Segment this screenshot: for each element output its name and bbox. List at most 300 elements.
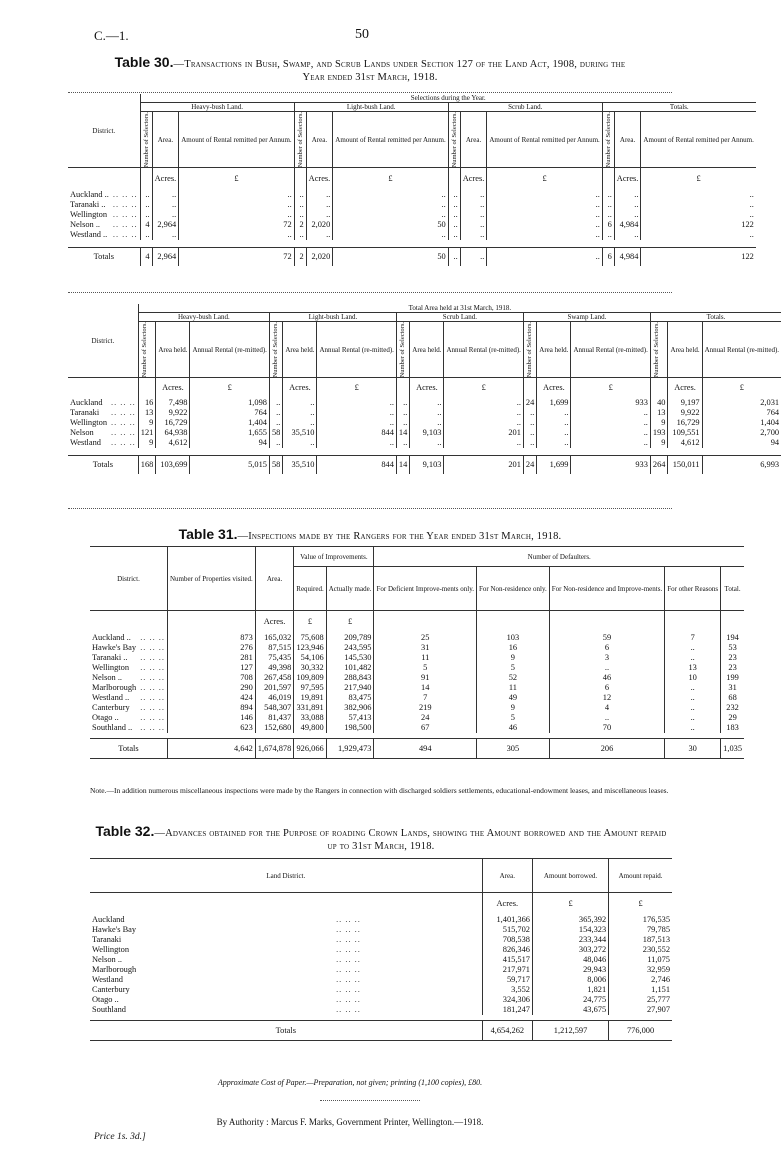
value-cell: 154,323	[532, 925, 608, 935]
value-cell: 2,020	[306, 248, 333, 266]
value-cell: 19,891	[294, 693, 326, 703]
value-cell: 40	[650, 398, 668, 408]
value-cell: 894	[167, 703, 255, 713]
value-cell: ..	[571, 408, 650, 418]
district-name: Wellington	[70, 417, 108, 427]
value-cell: 52	[477, 673, 550, 683]
value-cell: 9,922	[668, 408, 702, 418]
district-name: Auckland	[70, 397, 103, 407]
district-name: Wellington	[92, 662, 130, 672]
table-32-caption: —Advances obtained for the Purpose of roading Crown Lands, showing the Amount borrowed and the Amount repaid up to 31st March, 1918.	[154, 828, 667, 852]
column-header	[140, 112, 152, 168]
spacer	[68, 378, 138, 398]
unit-label: £	[294, 611, 326, 633]
value-cell: 94	[702, 438, 781, 448]
value-cell: 16,729	[668, 418, 702, 428]
district-name: Southland	[92, 1004, 126, 1014]
spacer-row	[68, 448, 781, 456]
table-32-advances	[90, 858, 672, 1041]
value-cell: 181,247	[482, 1005, 532, 1015]
value-cell: ..	[333, 200, 448, 210]
table-row	[90, 703, 744, 713]
value-cell: 25,777	[609, 995, 672, 1005]
value-cell: ..	[152, 210, 179, 220]
spacer	[523, 378, 536, 398]
value-cell: 11	[477, 683, 550, 693]
value-cell: 14	[396, 456, 409, 474]
value-cell: 14	[374, 683, 477, 693]
column-header	[602, 112, 614, 168]
value-cell: 194	[721, 633, 744, 643]
value-cell: ..	[460, 230, 487, 240]
value-cell: 146	[167, 713, 255, 723]
value-cell: ..	[523, 418, 536, 428]
value-cell: ..	[460, 210, 487, 220]
column-header-label: Number of Selectors.	[296, 112, 304, 168]
leader-dots: .. .. ..	[140, 642, 165, 652]
column-header: Area held.	[410, 322, 444, 378]
value-cell: 365,392	[532, 915, 608, 925]
value-cell: 764	[190, 408, 269, 418]
value-cell: ..	[614, 210, 641, 220]
value-cell: ..	[333, 230, 448, 240]
value-cell: ..	[396, 418, 409, 428]
district-name: Canterbury	[92, 702, 130, 712]
value-cell: ..	[523, 428, 536, 438]
value-cell: ..	[602, 210, 614, 220]
district-cell	[68, 418, 109, 428]
leader-dots: .. .. ..	[111, 437, 136, 447]
value-cell: 933	[571, 398, 650, 408]
value-cell: 305	[477, 739, 550, 759]
value-cell: 776,000	[609, 1021, 672, 1041]
price: Price 1s. 3d.]	[94, 1132, 146, 1142]
table-30-area-held	[68, 304, 781, 474]
column-header	[650, 322, 668, 378]
district-name: Taranaki	[70, 407, 100, 417]
table-row	[90, 643, 744, 653]
column-header: For other Reasons	[665, 567, 721, 611]
column-header-label: Number of Selectors.	[140, 322, 148, 378]
column-header-label: Number of Selectors.	[142, 112, 150, 168]
value-cell: 24	[523, 456, 536, 474]
column-header: Amount of Rental remitted per Annum.	[333, 112, 448, 168]
value-cell: 4	[549, 703, 664, 713]
value-cell: 4,654,262	[482, 1021, 532, 1041]
column-header: Actually made.	[326, 567, 374, 611]
value-cell: ..	[152, 230, 179, 240]
table-row	[90, 663, 744, 673]
value-cell: 1,699	[537, 456, 571, 474]
leader-dots: .. .. ..	[336, 964, 361, 974]
table-30-title	[110, 56, 630, 84]
district-cell	[90, 633, 138, 643]
value-cell: ..	[140, 230, 152, 240]
district-name: Westland ..	[92, 692, 130, 702]
value-cell: ..	[269, 438, 282, 448]
leader-dots: .. .. ..	[140, 682, 165, 692]
value-cell: 267,458	[255, 673, 294, 683]
value-cell: ..	[641, 230, 756, 240]
value-cell: 1,821	[532, 985, 608, 995]
value-cell: 764	[702, 408, 781, 418]
value-cell: ..	[487, 248, 602, 266]
value-cell: 7	[665, 633, 721, 643]
value-cell: 32,959	[609, 965, 672, 975]
value-cell: 6,993	[702, 456, 781, 474]
leader-dots: .. .. ..	[336, 954, 361, 964]
leader-dots: .. .. ..	[336, 924, 361, 934]
spacer-row	[68, 240, 756, 248]
column-header: Amount of Rental remitted per Annum.	[641, 112, 756, 168]
value-cell: ..	[306, 190, 333, 200]
value-cell: ..	[487, 220, 602, 230]
value-cell: 16	[477, 643, 550, 653]
value-cell: 281	[167, 653, 255, 663]
unit-label: Acres.	[255, 611, 294, 633]
subgroup-header: Totals.	[650, 313, 781, 322]
table-row	[90, 1005, 672, 1015]
value-cell: ..	[410, 398, 444, 408]
units-row	[68, 378, 781, 398]
column-header: For Non-residence and Improve-ments.	[549, 567, 664, 611]
value-cell: 1,098	[190, 398, 269, 408]
leader-dots: .. .. ..	[336, 994, 361, 1004]
value-cell: 83,475	[326, 693, 374, 703]
value-cell: 1,035	[721, 739, 744, 759]
unit-label: £	[532, 893, 608, 915]
value-cell: 232	[721, 703, 744, 713]
column-header: Annual Rental (re-mitted).	[571, 322, 650, 378]
district-name: Nelson ..	[92, 672, 123, 682]
value-cell: 2,964	[152, 220, 179, 230]
value-cell: 35,510	[283, 456, 317, 474]
value-cell: ..	[549, 713, 664, 723]
value-cell: 59	[549, 633, 664, 643]
leader-dots: .. .. ..	[112, 209, 138, 219]
value-cell: ..	[152, 200, 179, 210]
unit-label: Acres.	[460, 168, 487, 190]
value-cell: 58	[269, 428, 282, 438]
value-cell: 4	[140, 220, 152, 230]
district-cell	[68, 210, 111, 220]
value-cell: 230,552	[609, 945, 672, 955]
leader-dots: .. .. ..	[140, 692, 165, 702]
value-cell: 9,922	[156, 408, 190, 418]
value-cell: ..	[317, 398, 396, 408]
value-cell: 70	[549, 723, 664, 733]
leader-dots: .. .. ..	[140, 652, 165, 662]
value-cell: ..	[140, 200, 152, 210]
value-cell: ..	[179, 200, 294, 210]
column-header-label: Number of Selectors.	[450, 112, 458, 168]
spacer	[138, 378, 156, 398]
value-cell: ..	[614, 200, 641, 210]
value-cell: 4,984	[614, 220, 641, 230]
district-cell	[90, 643, 138, 653]
subgroup-header: Scrub Land.	[448, 103, 602, 112]
value-cell: 844	[317, 428, 396, 438]
value-cell: 331,891	[294, 703, 326, 713]
value-cell: 13	[665, 663, 721, 673]
table-row	[68, 190, 756, 200]
unit-label: £	[702, 378, 781, 398]
value-cell: 176,535	[609, 915, 672, 925]
column-header-label: Number of Selectors.	[604, 112, 612, 168]
value-cell: 494	[374, 739, 477, 759]
value-cell: 11,075	[609, 955, 672, 965]
value-cell: 2,964	[152, 248, 179, 266]
value-cell: 31	[374, 643, 477, 653]
district-name: Nelson ..	[92, 954, 123, 964]
table-31-caption: —Inspections made by the Rangers for the Year ended 31st March, 1918.	[237, 531, 562, 542]
column-header: Annual Rental (re-mitted).	[317, 322, 396, 378]
district-name: Nelson	[70, 427, 94, 437]
table-row	[90, 915, 672, 925]
spacer	[68, 240, 756, 248]
unit-label: £	[571, 378, 650, 398]
unit-label: £	[179, 168, 294, 190]
district-cell	[90, 955, 334, 965]
totals-label: Totals	[68, 456, 138, 474]
value-cell: ..	[460, 200, 487, 210]
value-cell: 43,675	[532, 1005, 608, 1015]
group-header: Selections during the Year.	[140, 94, 756, 103]
value-cell: 424	[167, 693, 255, 703]
value-cell: 1,212,597	[532, 1021, 608, 1041]
value-cell: ..	[448, 230, 460, 240]
value-cell: 183	[721, 723, 744, 733]
unit-label: £	[641, 168, 756, 190]
value-cell: 826,346	[482, 945, 532, 955]
leader-dots: .. .. ..	[140, 662, 165, 672]
value-cell: 2,746	[609, 975, 672, 985]
value-cell: ..	[537, 418, 571, 428]
leader-dots: .. .. ..	[112, 189, 138, 199]
unit-label: Acres.	[482, 893, 532, 915]
value-cell: 75,435	[255, 653, 294, 663]
table-row	[68, 210, 756, 220]
value-cell: 9,103	[410, 456, 444, 474]
district-header: District.	[68, 304, 138, 378]
value-cell: 72	[179, 220, 294, 230]
leader-dots: .. .. ..	[111, 397, 136, 407]
value-cell: ..	[294, 200, 306, 210]
district-cell	[90, 1005, 334, 1015]
district-cell	[68, 200, 111, 210]
header-row	[68, 103, 756, 112]
column-header: Area.	[614, 112, 641, 168]
value-cell: 165,032	[255, 633, 294, 643]
value-cell: ..	[523, 438, 536, 448]
value-cell: 25	[374, 633, 477, 643]
spacer	[140, 168, 152, 190]
value-cell: 14	[396, 428, 409, 438]
page-number: 50	[355, 27, 369, 42]
value-cell: 515,702	[482, 925, 532, 935]
column-header: Area held.	[156, 322, 190, 378]
column-header-label: Number of Selectors.	[652, 322, 660, 378]
value-cell: 150,011	[668, 456, 702, 474]
table-row	[68, 428, 781, 438]
value-cell: 844	[317, 456, 396, 474]
district-cell	[68, 230, 111, 240]
value-cell: ..	[641, 210, 756, 220]
table-row	[90, 673, 744, 683]
value-cell: 1,151	[609, 985, 672, 995]
value-cell: 4	[140, 248, 152, 266]
value-cell: 288,843	[326, 673, 374, 683]
value-cell: 2	[294, 248, 306, 266]
table-row	[68, 418, 781, 428]
value-cell: 243,595	[326, 643, 374, 653]
value-cell: ..	[665, 643, 721, 653]
table-31-title	[80, 528, 660, 543]
unit-label: Acres.	[283, 378, 317, 398]
value-cell: 5	[374, 663, 477, 673]
value-cell: 873	[167, 633, 255, 643]
value-cell: 109,551	[668, 428, 702, 438]
spacer	[294, 168, 306, 190]
unit-label: £	[317, 378, 396, 398]
value-cell: ..	[444, 398, 523, 408]
column-header: Amount of Rental remitted per Annum.	[487, 112, 602, 168]
value-cell: 2,031	[702, 398, 781, 408]
value-cell: 9	[138, 418, 156, 428]
value-cell: 6	[602, 248, 614, 266]
spacer	[650, 378, 668, 398]
value-cell: 6	[549, 643, 664, 653]
spacer	[602, 168, 614, 190]
value-cell: ..	[665, 723, 721, 733]
column-header: Annual Rental (re-mitted).	[190, 322, 269, 378]
value-cell: 382,906	[326, 703, 374, 713]
value-cell: 27,907	[609, 1005, 672, 1015]
value-cell: ..	[152, 190, 179, 200]
leader-dots: .. .. ..	[336, 984, 361, 994]
value-cell: 152,680	[255, 723, 294, 733]
table-row	[90, 683, 744, 693]
table-row	[90, 723, 744, 733]
value-cell: 49,800	[294, 723, 326, 733]
value-cell: ..	[665, 683, 721, 693]
table-row	[68, 220, 756, 230]
value-cell: 276	[167, 643, 255, 653]
value-cell: 199	[721, 673, 744, 683]
table-row	[90, 995, 672, 1005]
value-cell: ..	[448, 220, 460, 230]
table-row	[90, 633, 744, 643]
district-cell	[90, 703, 138, 713]
value-cell: ..	[333, 210, 448, 220]
value-cell: 193	[650, 428, 668, 438]
value-cell: 16,729	[156, 418, 190, 428]
district-cell	[68, 220, 111, 230]
value-cell: 1,929,473	[326, 739, 374, 759]
district-header: District.	[68, 94, 140, 168]
value-cell: 87,515	[255, 643, 294, 653]
value-cell: 59,717	[482, 975, 532, 985]
value-cell: 103	[477, 633, 550, 643]
value-cell: ..	[537, 408, 571, 418]
column-header: Area.	[482, 859, 532, 893]
table-row	[90, 945, 672, 955]
column-header-label: Number of Selectors.	[398, 322, 406, 378]
value-cell: ..	[602, 230, 614, 240]
cost-of-paper: Approximate Cost of Paper.—Preparation, not given; printing (1,100 copies), £80.	[217, 1078, 483, 1087]
unit-label: £	[190, 378, 269, 398]
value-cell: 46	[549, 673, 664, 683]
value-cell: 30	[665, 739, 721, 759]
district-cell	[90, 693, 138, 703]
table-30-caption: —Transactions in Bush, Swamp, and Scrub Lands under Section 127 of the Land Act, 1908, during the Year ended 31st March, 1918.	[173, 59, 626, 83]
value-cell: 9	[650, 418, 668, 428]
column-header: Number of Properties visited.	[167, 547, 255, 611]
value-cell: 303,272	[532, 945, 608, 955]
value-cell: ..	[283, 438, 317, 448]
district-name: Westland	[70, 437, 101, 447]
totals-row	[68, 248, 756, 266]
value-cell: 290	[167, 683, 255, 693]
totals-row	[68, 456, 781, 474]
leader-dots: .. .. ..	[140, 722, 165, 732]
column-header	[138, 322, 156, 378]
district-cell	[90, 723, 138, 733]
value-cell: ..	[537, 428, 571, 438]
totals-label: Totals	[90, 739, 167, 759]
leader-dots: .. .. ..	[112, 229, 138, 239]
value-cell: ..	[410, 418, 444, 428]
value-cell: 16	[138, 398, 156, 408]
unit-label: Acres.	[410, 378, 444, 398]
table-30-number: Table 30.	[114, 54, 174, 70]
unit-label: Acres.	[156, 378, 190, 398]
column-header: Area.	[152, 112, 179, 168]
district-name: Southland ..	[92, 722, 133, 732]
value-cell: 54,106	[294, 653, 326, 663]
group-header: Number of Defaulters.	[374, 547, 744, 567]
totals-label: Totals	[68, 248, 140, 266]
value-cell: ..	[602, 200, 614, 210]
value-cell: 79,785	[609, 925, 672, 935]
value-cell: 101,482	[326, 663, 374, 673]
value-cell: 29	[721, 713, 744, 723]
value-cell: ..	[448, 190, 460, 200]
district-name: Hawke's Bay	[92, 642, 137, 652]
column-header: For Non-residence only.	[477, 567, 550, 611]
value-cell: ..	[571, 438, 650, 448]
unit-label: £	[326, 611, 374, 633]
table-31-note: Note.—In addition numerous miscellaneous inspections were made by the Rangers in connection with discharged soldiers settlements, educational-endowment leases, and miscellaneous leases.	[90, 786, 669, 795]
value-cell: 8,006	[532, 975, 608, 985]
value-cell: ..	[487, 230, 602, 240]
district-name: Taranaki ..	[70, 199, 106, 209]
column-header: Annual Rental (re-mitted).	[444, 322, 523, 378]
table-row	[90, 925, 672, 935]
value-cell: ..	[460, 248, 487, 266]
value-cell: ..	[487, 190, 602, 200]
totals-row	[90, 739, 744, 759]
district-cell	[68, 190, 111, 200]
district-cell	[68, 408, 109, 418]
value-cell: ..	[448, 210, 460, 220]
value-cell: 127	[167, 663, 255, 673]
value-cell: ..	[317, 408, 396, 418]
units-row	[68, 168, 756, 190]
value-cell: 23	[721, 653, 744, 663]
spacer	[477, 611, 550, 633]
spacer	[396, 378, 409, 398]
